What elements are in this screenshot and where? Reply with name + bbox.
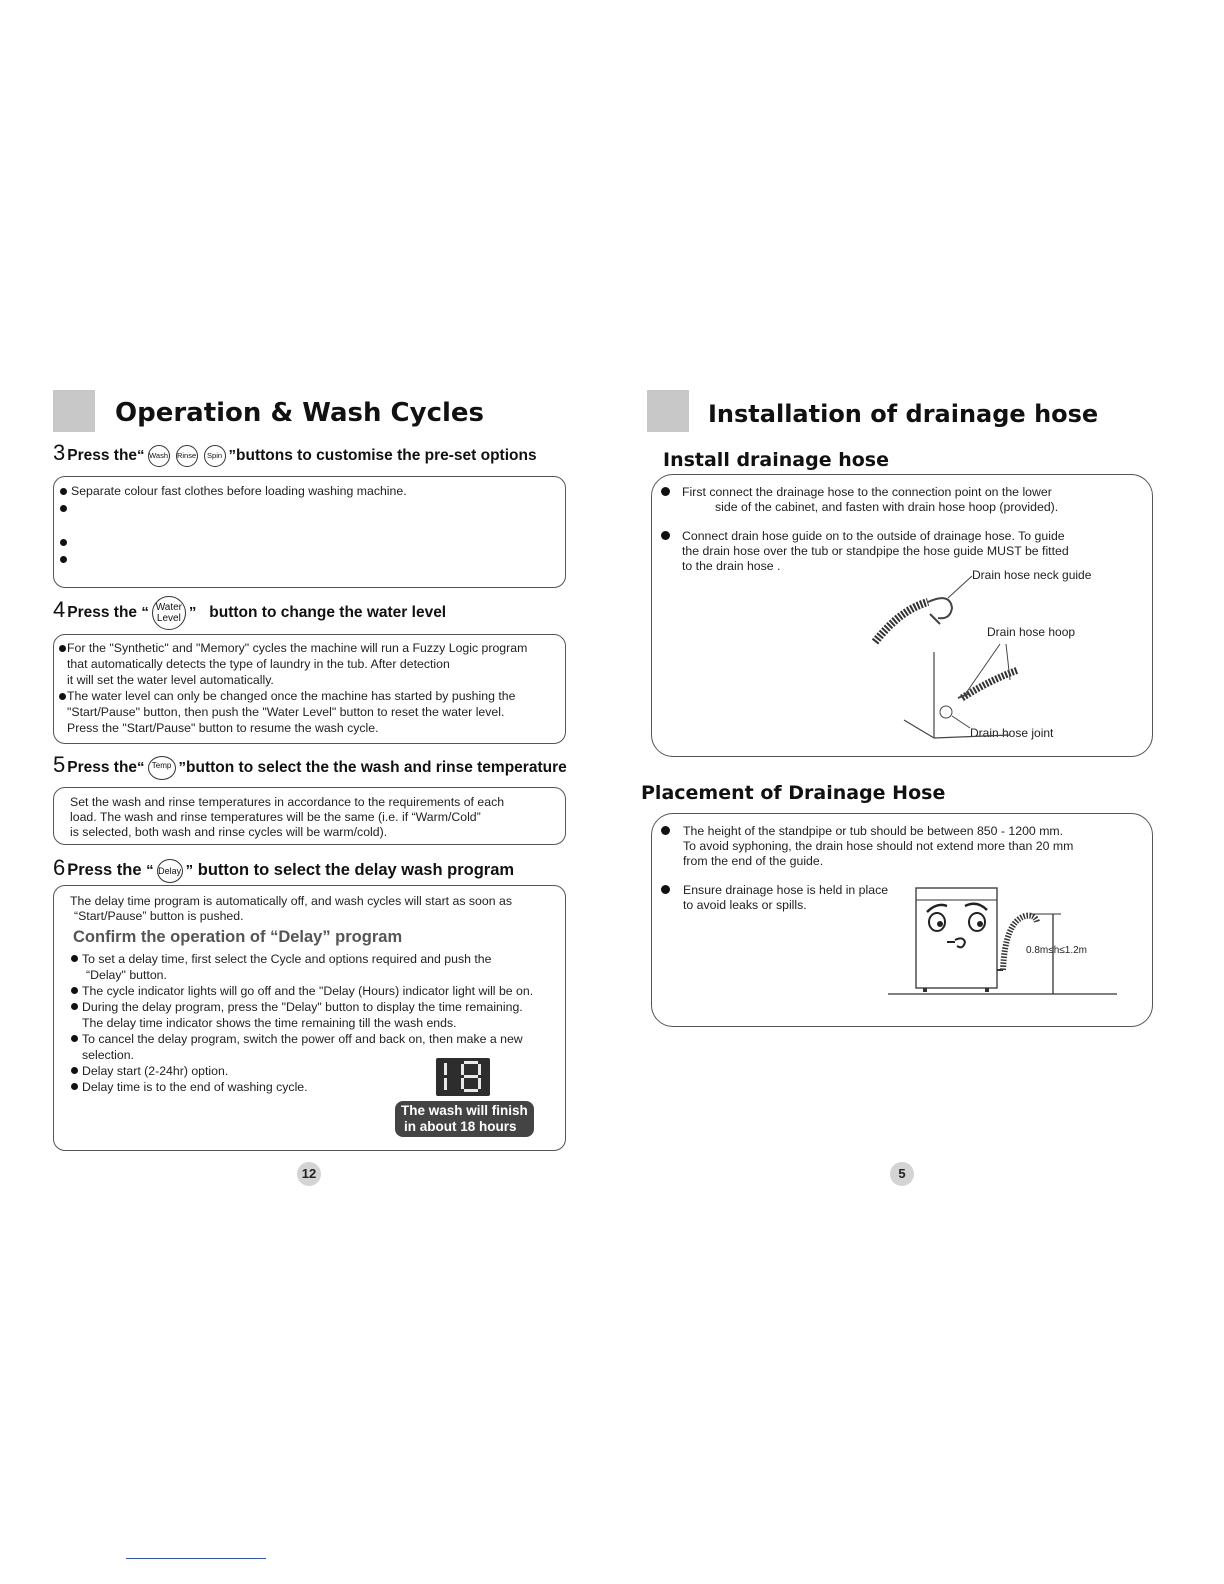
delay-button-icon: Delay [157,859,183,883]
page-number-right: 5 [890,1162,914,1186]
page-title-right: Installation of drainage hose [708,400,1099,428]
temp-button-icon: Temp [148,756,176,780]
rinse-button-icon: Rinse [176,445,198,467]
delay-led-display [436,1058,490,1096]
install-heading: Install drainage hose [663,449,889,471]
step-3-heading: 3 Press the“ Wash Rinse Spin ”buttons to customise the pre-set options [53,440,537,465]
wash-button-icon: Wash [148,445,170,467]
washing-machine-placement-illustration [885,882,1120,1000]
finish-time-message: The wash will finish in about 18 hours [395,1101,534,1137]
water-level-button-icon: Water Level [152,596,186,630]
drain-hose-install-illustration [860,570,1060,750]
digit-display-graphic [436,1058,490,1096]
section-marker [53,390,95,432]
label-hose-joint: Drain hose joint [970,726,1054,740]
delay-subheading: Confirm the operation of “Delay” program [73,928,403,946]
step-4-heading: 4 Press the “ Water Level ” button to change the water level [53,596,446,630]
label-hose-hoop: Drain hose hoop [987,625,1076,639]
page-title-left: Operation & Wash Cycles [115,398,485,428]
page-number-left: 12 [297,1162,321,1186]
placement-heading: Placement of Drainage Hose [641,782,946,804]
label-neck-guide: Drain hose neck guide [972,568,1092,582]
height-range-label: 0.8m≤h≤1.2m [1026,945,1088,956]
step-6-heading: 6 Press the “ Delay ” button to select the delay wash program [53,855,514,883]
footer-rule [126,1558,266,1559]
step-3-bullet: Separate colour fast clothes before loading washing machine. [71,484,407,498]
step-5-heading: 5 Press the“ Temp ”button to select the the wash and rinse temperature [53,752,567,780]
spin-button-icon: Spin [204,445,226,467]
section-marker [647,390,689,432]
